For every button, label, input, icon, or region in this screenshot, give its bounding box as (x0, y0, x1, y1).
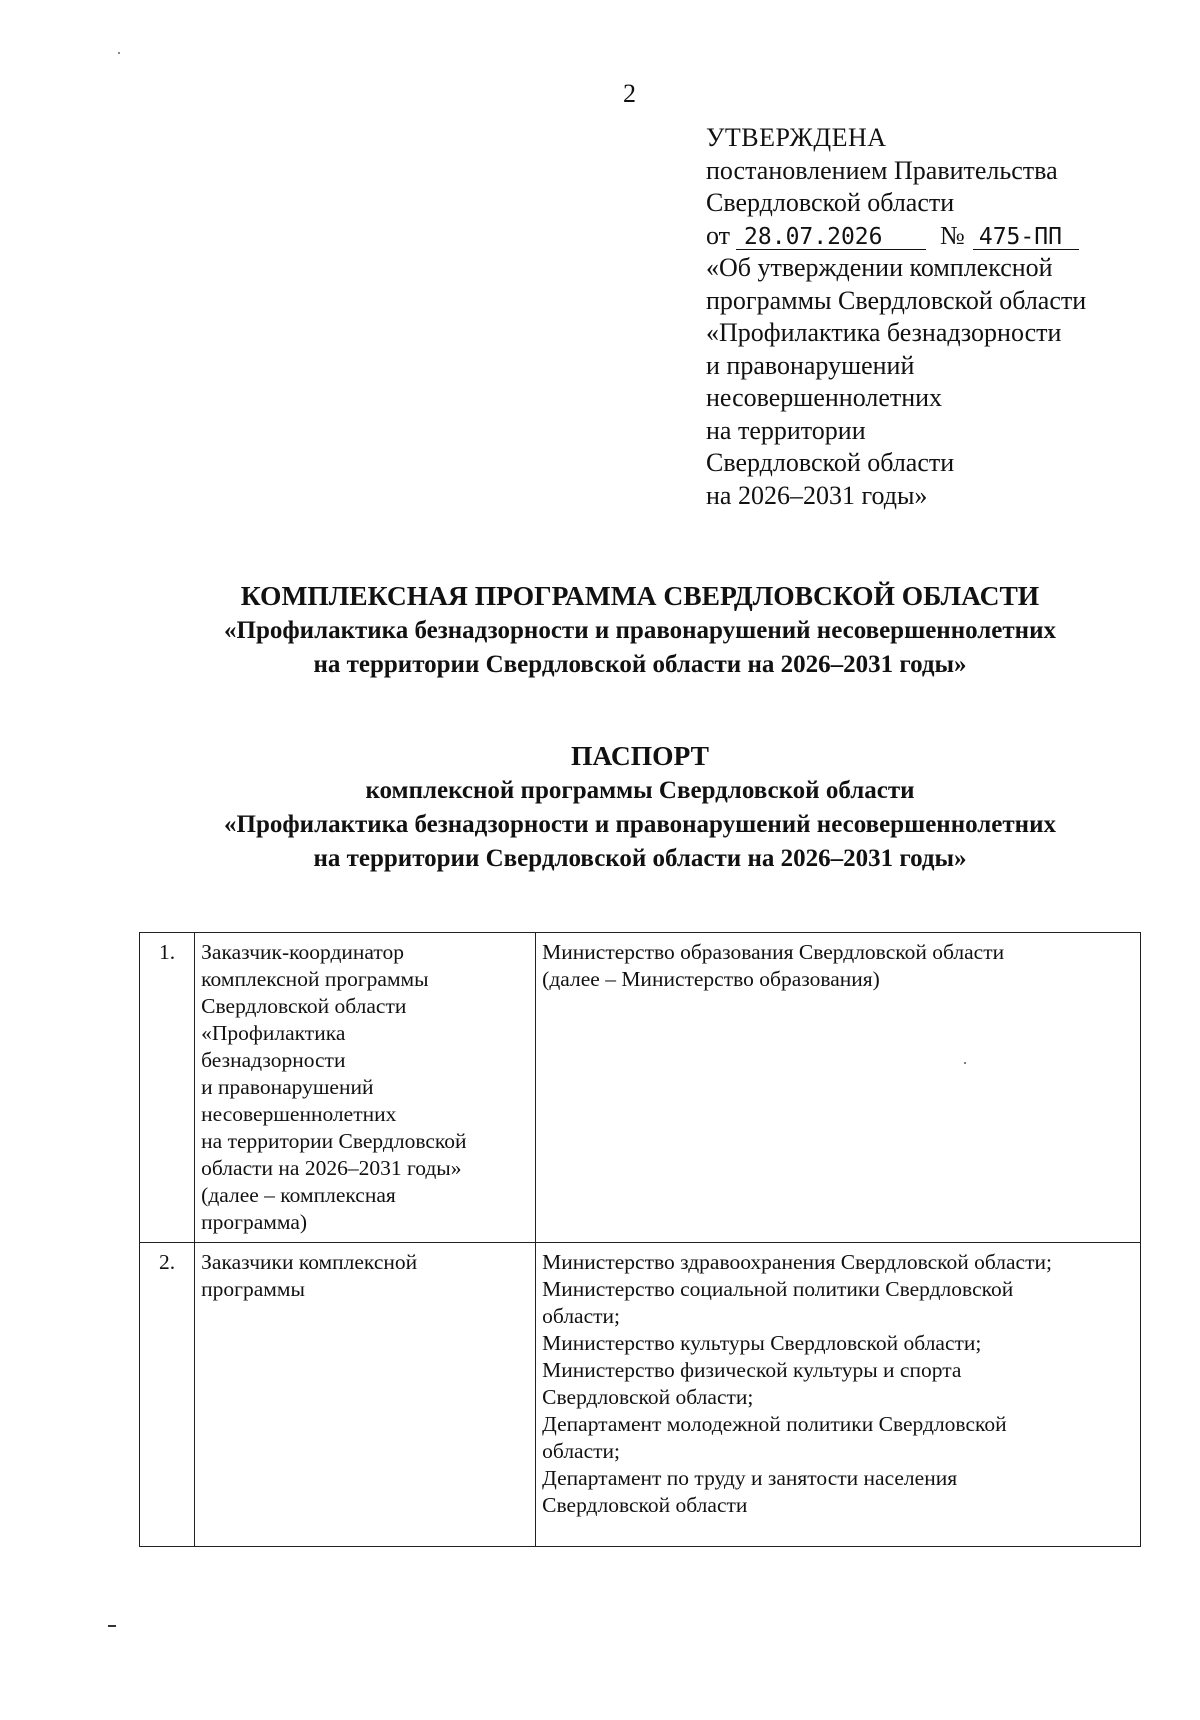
row-label (195, 933, 536, 1243)
number-prefix: № (940, 220, 965, 250)
page-number: 2 (623, 79, 636, 108)
label-line: (далее – комплексная (201, 1183, 396, 1207)
approval-line: Свердловской области (706, 188, 955, 217)
value-line: Департамент по труду и занятости населения (542, 1466, 958, 1490)
label-line: «Профилактика (201, 1021, 346, 1045)
row-value (536, 933, 1141, 1243)
passport-title-sub: на территории Свердловской области на 2026–2031 годы» (313, 845, 967, 872)
passport-title (0, 738, 1200, 876)
margin-mark (108, 1625, 116, 1627)
approval-subject-line: и правонарушений (706, 350, 915, 380)
value-line: (далее – Министерство образования) (542, 967, 880, 991)
passport-table (139, 932, 1141, 1547)
value-line: Министерство социальной политики Свердловской (542, 1277, 1014, 1301)
value-line: Министерство здравоохранения Свердловской области; (542, 1250, 1052, 1274)
value-line: области; (542, 1439, 621, 1463)
value-line: Министерство культуры Свердловской области; (542, 1331, 982, 1355)
label-line: на территории Свердловской (201, 1129, 467, 1153)
table-row (140, 933, 1141, 1243)
program-title-sub: «Профилактика безнадзорности и правонарушений несовершеннолетних (224, 617, 1056, 644)
approval-heading: УТВЕРЖДЕНА (706, 123, 887, 152)
label-line: несовершеннолетних (201, 1102, 397, 1126)
row-number: 1. (140, 933, 195, 1243)
label-line: программы (201, 1277, 305, 1301)
date-value: 28.07.2026 (736, 225, 926, 250)
program-title-sub: на территории Свердловской области на 2026–2031 годы» (313, 651, 967, 678)
label-line: Заказчик-координатор (201, 940, 404, 964)
scan-speck (118, 52, 120, 54)
label-line: Заказчики комплексной (201, 1250, 418, 1274)
passport-title-main: ПАСПОРТ (571, 740, 709, 771)
program-title (0, 578, 1200, 682)
value-line: Свердловской области; (542, 1385, 754, 1409)
row-value (536, 1243, 1141, 1547)
date-prefix: от (706, 220, 731, 250)
label-line: области на 2026–2031 годы» (201, 1156, 462, 1180)
program-title-main: КОМПЛЕКСНАЯ ПРОГРАММА СВЕРДЛОВСКОЙ ОБЛАСТИ (240, 580, 1040, 611)
row-label (195, 1243, 536, 1547)
approval-subject-line: несовершеннолетних (706, 383, 943, 412)
label-line: Свердловской области (201, 994, 407, 1018)
scan-speck (964, 1062, 966, 1064)
row-number: 2. (140, 1243, 195, 1547)
table-row (140, 1243, 1141, 1547)
approval-subject-line: на 2026–2031 годы» (706, 480, 928, 510)
value-line: Департамент молодежной политики Свердловской (542, 1412, 1007, 1436)
passport-title-sub: комплексной программы Свердловской области (365, 777, 915, 804)
label-line: и правонарушений (201, 1075, 374, 1099)
approval-subject-line: «Профилактика безнадзорности (706, 318, 1062, 347)
passport-title-sub: «Профилактика безнадзорности и правонарушений несовершеннолетних (224, 811, 1056, 838)
value-line: Свердловской области (542, 1493, 748, 1517)
number-value: 475-ПП (973, 225, 1079, 250)
value-line: Министерство физической культуры и спорта (542, 1358, 962, 1382)
approval-subject-line: программы Свердловской области (706, 285, 1087, 315)
approval-line: постановлением Правительства (706, 155, 1058, 185)
approval-stamp-block (706, 122, 1166, 512)
approval-subject-line: Свердловской области (706, 448, 955, 477)
approval-date-line (706, 220, 1166, 253)
label-line: безнадзорности (201, 1048, 346, 1072)
label-line: программа) (201, 1210, 308, 1234)
label-line: комплексной программы (201, 967, 429, 991)
value-line: Министерство образования Свердловской области (542, 940, 1005, 964)
approval-subject-line: «Об утверждении комплексной (706, 253, 1053, 282)
value-line: области; (542, 1304, 621, 1328)
approval-subject-line: на территории (706, 415, 866, 445)
